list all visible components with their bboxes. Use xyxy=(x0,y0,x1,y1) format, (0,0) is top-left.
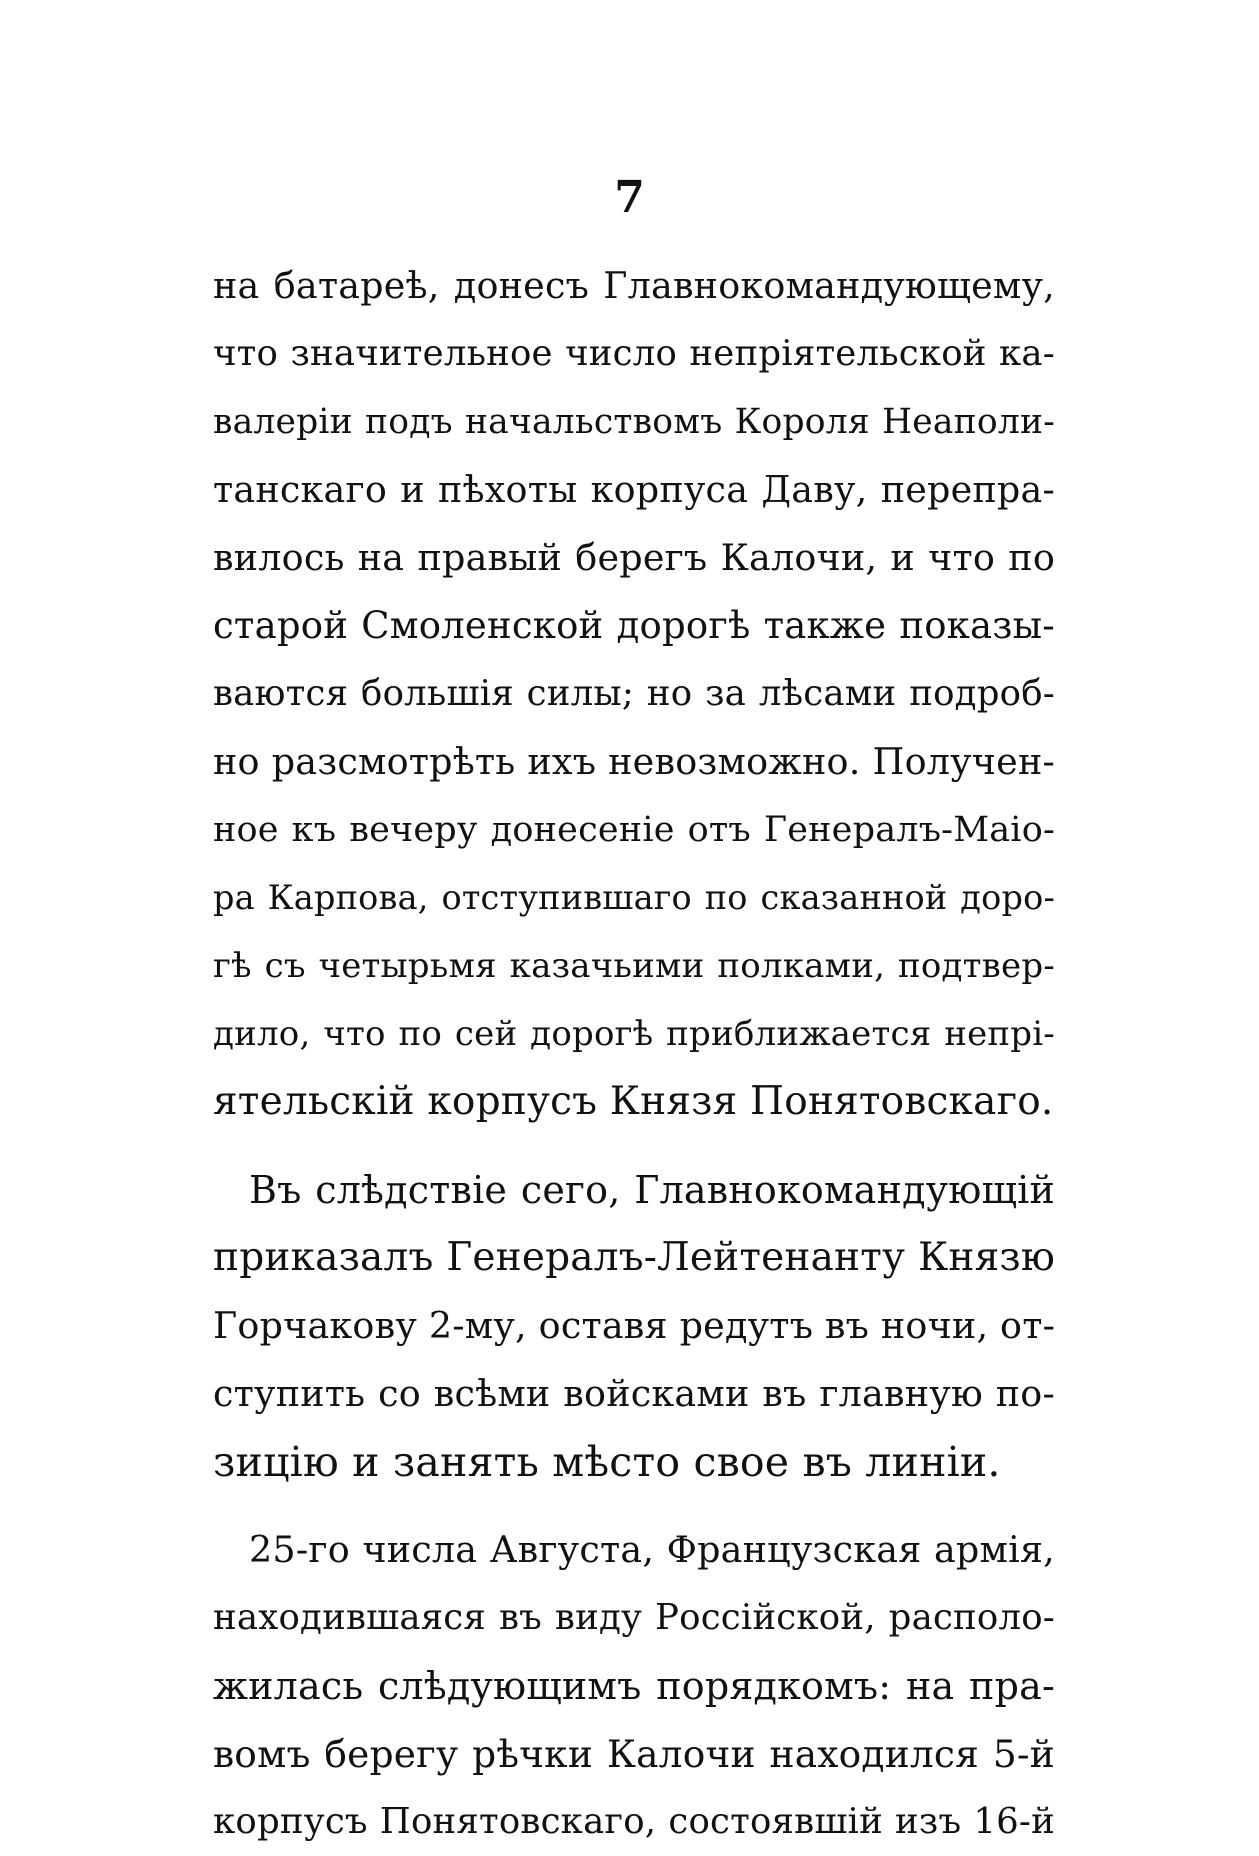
text-line: но разсмотрѣть ихъ невозможно. Получен- xyxy=(213,740,1055,783)
text-line: ваются большія силы; но за лѣсами подроб- xyxy=(213,673,1055,714)
text-line: старой Смоленской дорогѣ также показы- xyxy=(213,604,1055,647)
text-line: гѣ съ четырьмя казачьими полками, подтвер- xyxy=(213,946,1055,986)
paragraph-gap xyxy=(213,1496,1055,1516)
paragraph-1 xyxy=(213,252,1055,1136)
text-line: вомъ берегу рѣчки Калочи находился 5-й xyxy=(213,1732,1055,1776)
text-line: ступить со всѣми войсками въ главную по- xyxy=(213,1372,1055,1415)
page-number: 7 xyxy=(614,172,645,223)
text-line: на батареѣ, донесъ Главнокомандующему, xyxy=(213,264,1055,307)
text-line: танскаго и пѣхоты корпуса Даву, перепра- xyxy=(213,468,1055,511)
text-line: ное къ вечеру донесеніе отъ Генералъ-Маіо- xyxy=(213,810,1055,850)
text-line: Въ слѣдствіе сего, Главнокомандующій xyxy=(249,1168,1055,1212)
paragraph-gap xyxy=(213,1136,1055,1156)
text-line: ра Карпова, отступившаго по сказанной доро- xyxy=(213,878,1055,917)
text-line: 25-го числа Августа, Французская армія, xyxy=(249,1528,1055,1571)
text-line: что значительное число непріятельской ка- xyxy=(213,333,1055,374)
paragraph-2 xyxy=(213,1156,1055,1496)
body-text xyxy=(213,252,1055,1856)
text-line: жилась слѣдующимъ порядкомъ: на пра- xyxy=(213,1664,1055,1708)
text-line: находившаяся въ виду Россійской, располо- xyxy=(213,1597,1055,1638)
text-line: валеріи подъ начальствомъ Короля Неаполи- xyxy=(213,402,1055,442)
paragraph-3 xyxy=(213,1516,1055,1856)
text-line: приказалъ Генералъ-Лейтенанту Князю xyxy=(213,1235,1055,1280)
text-line: дило, что по сей дорогѣ приближается непрі- xyxy=(213,1014,1055,1054)
text-line: Горчакову 2-му, оставя редутъ въ ночи, от- xyxy=(213,1304,1056,1347)
text-line: зицію и занять мѣсто свое въ линіи. xyxy=(213,1438,1001,1486)
text-line: вилось на правый берегъ Калочи, и что по xyxy=(213,536,1055,579)
text-line: корпусъ Понятовскаго, состоявшій изъ 16-й xyxy=(213,1801,1055,1842)
text-line: ятельскій корпусъ Князя Понятовскаго. xyxy=(213,1079,1054,1124)
